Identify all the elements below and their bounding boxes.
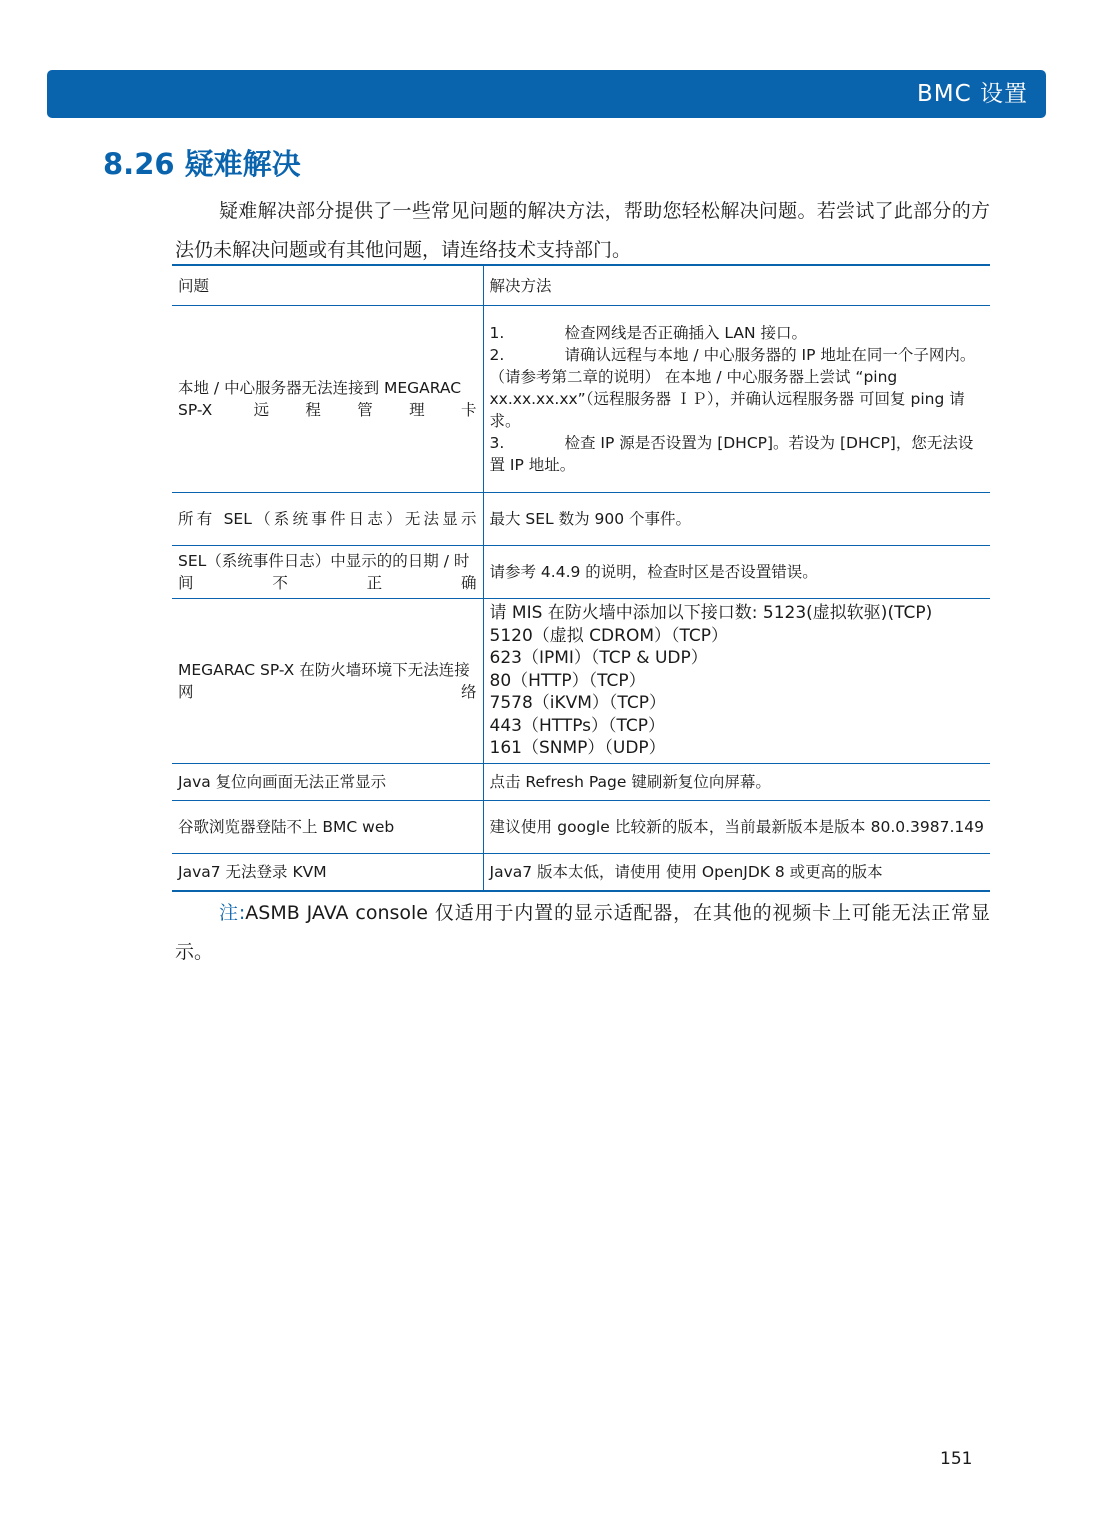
- problem-cell: SEL（系统事件日志）中显示的的日期 / 时间不正确: [172, 546, 483, 599]
- port-line: 161（SNMP）（UDP）: [489, 738, 666, 759]
- solution-step: [490, 322, 985, 344]
- table-row: [172, 546, 990, 599]
- header-bar: [47, 70, 1046, 118]
- port-line: 623（IPMI）（TCP & UDP）: [489, 648, 708, 669]
- port-line: 443（HTTPs）（TCP）: [489, 715, 666, 736]
- header-problem: 问题: [172, 265, 483, 306]
- note-label: 注:: [219, 902, 246, 924]
- solution-step: [490, 344, 985, 366]
- problem-cell: Java7 无法登录 KVM: [172, 854, 483, 892]
- step-number: 3.: [489, 434, 505, 452]
- table-row: [172, 306, 990, 493]
- note-text: ASMB JAVA console 仅适用于内置的显示适配器，在其他的视频卡上可能无法正常显示。: [175, 902, 990, 963]
- table-row: [172, 493, 990, 546]
- header-title: BMC 设置: [917, 81, 1028, 107]
- solution-cell: [483, 306, 990, 493]
- problem-cell: MEGARAC SP-X 在防火墙环境下无法连接网络: [172, 599, 483, 764]
- problem-cell: 所有 SEL（系统事件日志）无法显示: [172, 493, 483, 546]
- page-number: 151: [940, 1449, 973, 1469]
- table-row: [172, 599, 990, 764]
- header-solution: 解决方法: [483, 265, 990, 306]
- problem-cell: 谷歌浏览器登陆不上 BMC web: [172, 801, 483, 854]
- solution-cell: 请参考 4.4.9 的说明，检查时区是否设置错误。: [483, 546, 990, 599]
- section-title: 8.26 疑难解决: [103, 147, 301, 181]
- note-paragraph: [175, 894, 990, 972]
- port-line: 7578（iKVM）（TCP）: [489, 693, 666, 714]
- troubleshooting-table: [172, 264, 990, 892]
- table-header-row: [172, 265, 990, 306]
- table-row: [172, 764, 990, 801]
- step-number: 1.: [489, 324, 505, 342]
- solution-step: [490, 366, 985, 432]
- port-line: 5120（虚拟 CDROM）（TCP）: [489, 625, 728, 646]
- solution-cell: 点击 Refresh Page 键刷新复位向屏幕。: [483, 764, 990, 801]
- step-number: 2.: [489, 346, 505, 364]
- step-text: 检查网线是否正确插入 LAN 接口。: [564, 324, 808, 342]
- problem-cell: 本地 / 中心服务器无法连接到 MEGARAC SP-X 远程管理卡: [172, 306, 483, 493]
- solution-cell: Java7 版本太低，请使用 使用 OpenJDK 8 或更高的版本: [483, 854, 990, 892]
- table-row: [172, 801, 990, 854]
- table-row: [172, 854, 990, 892]
- solution-step: [490, 432, 985, 476]
- step-text: 检查 IP 源是否设置为 [DHCP]。若设为 [DHCP]，您无法设置 IP 地址。: [489, 434, 974, 474]
- step-text: （请参考第二章的说明） 在本地 / 中心服务器上尝试 “ping xx.xx.xx.xx”（远程服务器 ＩＰ），并确认远程服务器 可回复 ping 请求。: [489, 368, 965, 430]
- port-line: 80（HTTP）（TCP）: [489, 670, 646, 691]
- problem-cell: Java 复位向画面无法正常显示: [172, 764, 483, 801]
- solution-cell: [483, 599, 990, 764]
- intro-paragraph: 疑难解决部分提供了一些常见问题的解决方法，帮助您轻松解决问题。若尝试了此部分的方法仍未解决问题或有其他问题，请连络技术支持部门。: [175, 200, 990, 261]
- solution-cell: 最大 SEL 数为 900 个事件。: [483, 493, 990, 546]
- port-line: 请 MIS 在防火墙中添加以下接口数: 5123(虚拟软驱)(TCP): [489, 603, 933, 624]
- step-text: 请确认远程与本地 / 中心服务器的 IP 地址在同一个子网内。: [564, 346, 976, 364]
- solution-cell: 建议使用 google 比较新的版本，当前最新版本是版本 80.0.3987.149: [483, 801, 990, 854]
